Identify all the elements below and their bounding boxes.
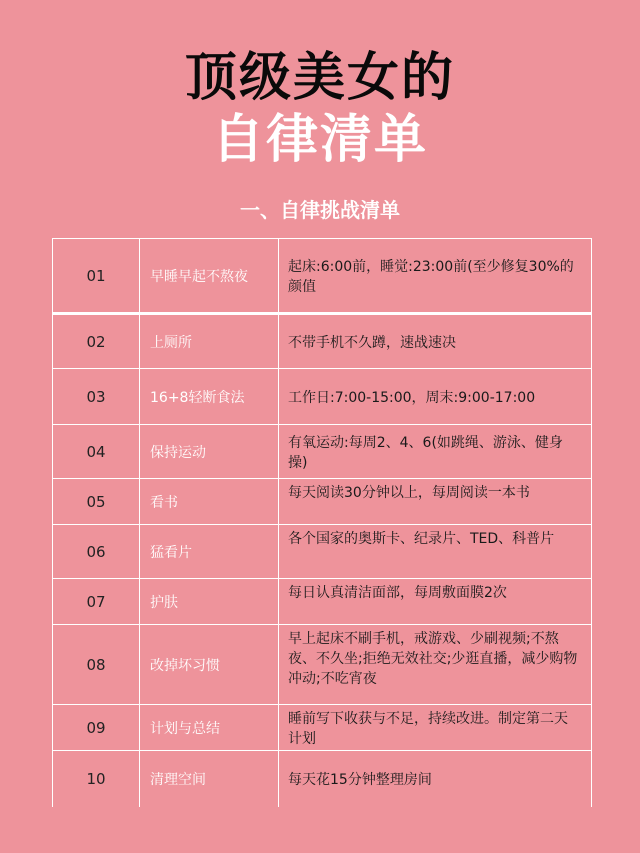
row-item-name: 看书 — [140, 479, 279, 524]
row-item-name: 改掉坏习惯 — [140, 625, 279, 704]
page-title-line1: 顶级美女的 — [184, 48, 455, 108]
table-row — [52, 579, 592, 625]
row-description: 起床:6:00前，睡觉:23:00前(至少修复30%的颜值 — [279, 239, 592, 312]
row-description: 睡前写下收获与不足，持续改进。制定第二天计划 — [279, 705, 592, 750]
row-description: 每天花15分钟整理房间 — [279, 751, 592, 807]
row-number: 09 — [52, 705, 140, 750]
table-row — [52, 239, 592, 315]
row-description: 不带手机不久蹲，速战速决 — [279, 315, 592, 368]
row-item-name: 猛看片 — [140, 525, 279, 578]
row-number: 05 — [52, 479, 140, 524]
row-item-name: 早睡早起不熬夜 — [140, 239, 279, 312]
table-row — [52, 525, 592, 579]
table-row — [52, 369, 592, 425]
table-row — [52, 751, 592, 807]
section-heading: 一、自律挑战清单 — [240, 198, 400, 222]
row-number: 06 — [52, 525, 140, 578]
row-item-name: 保持运动 — [140, 425, 279, 478]
table-row — [52, 625, 592, 705]
row-description: 每天阅读30分钟以上，每周阅读一本书 — [279, 479, 592, 524]
row-number: 04 — [52, 425, 140, 478]
row-item-name: 16+8轻断食法 — [140, 369, 279, 424]
row-number: 10 — [52, 751, 140, 807]
table-row — [52, 479, 592, 525]
table-row — [52, 315, 592, 369]
row-number: 08 — [52, 625, 140, 704]
checklist-table — [52, 238, 592, 807]
row-item-name: 上厕所 — [140, 315, 279, 368]
row-item-name: 计划与总结 — [140, 705, 279, 750]
row-description: 有氧运动:每周2、4、6(如跳绳、游泳、健身操) — [279, 425, 592, 478]
row-number: 02 — [52, 315, 140, 368]
row-description: 各个国家的奥斯卡、纪录片、TED、科普片 — [279, 525, 592, 578]
table-row — [52, 705, 592, 751]
row-number: 03 — [52, 369, 140, 424]
page-title-line2: 自律清单 — [211, 110, 428, 170]
table-row — [52, 425, 592, 479]
row-item-name: 护肤 — [140, 579, 279, 624]
row-number: 07 — [52, 579, 140, 624]
row-item-name: 清理空间 — [140, 751, 279, 807]
row-description: 每日认真清洁面部，每周敷面膜2次 — [279, 579, 592, 624]
row-number: 01 — [52, 239, 140, 312]
row-description: 工作日:7:00-15:00，周末:9:00-17:00 — [279, 369, 592, 424]
row-description: 早上起床不刷手机，戒游戏、少刷视频;不熬夜、不久坐;拒绝无效社交;少逛直播，减少购物冲动;不吃宵夜 — [279, 625, 592, 704]
